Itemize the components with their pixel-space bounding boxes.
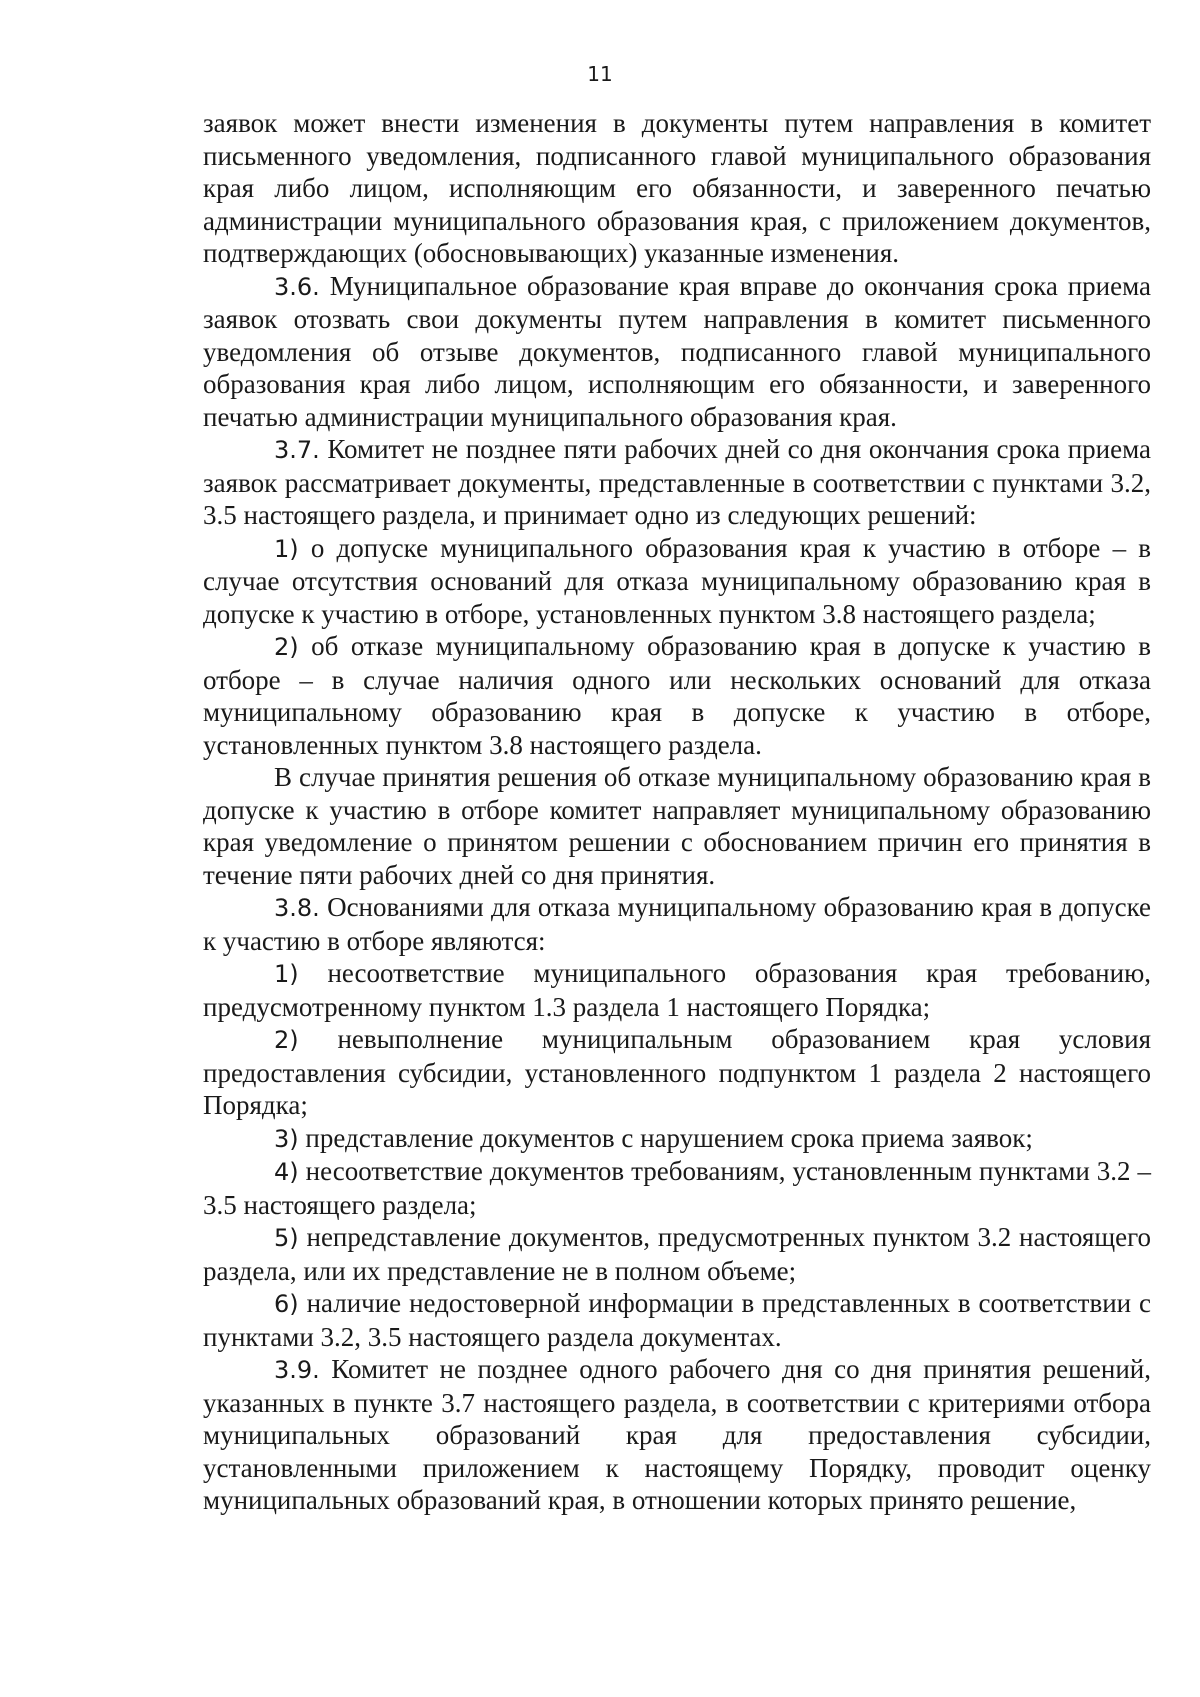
list-item-3-8-2 — [203, 1023, 1151, 1122]
paragraph-text: Основаниями для отказа муниципальному образованию края в допуске к участию в отборе являются: — [203, 892, 1151, 956]
paragraph-text: Комитет не позднее одного рабочего дня со дня принятия решений, указанных в пункте 3.7 настоящего раздела, в соответствии с критериями отбора муниципальных образований края для предоставления субсидии, установленными приложением к настоящему Порядку, проводит оценку муниципальных образований края, в отношении которых принято решение, — [203, 1354, 1152, 1515]
list-item-3-7-2 — [203, 630, 1151, 761]
list-item-3-8-4 — [203, 1155, 1151, 1221]
item-number: 6) — [274, 1290, 299, 1318]
list-item-3-8-6 — [203, 1287, 1151, 1353]
clause-number: 3.6. — [274, 272, 320, 301]
item-number: 2) — [274, 1026, 299, 1054]
paragraph-text: наличие недостоверной информации в представленных в соответствии с пунктами 3.2, 3.5 настоящего раздела документах. — [203, 1288, 1151, 1352]
list-item-3-8-5 — [203, 1221, 1151, 1287]
paragraph-text: заявок может внести изменения в документы путем направления в комитет письменного уведомления, подписанного главой муниципального образования края либо лицом, исполняющим его обязанности, и заверенного печатью администрации муниципального образования края, с приложением документов, подтверждающих (обосновывающих) указанные изменения. — [203, 108, 1151, 268]
paragraph-text: невыполнение муниципальным образованием края условия предоставления субсидии, установленного подпунктом 1 раздела 2 настоящего Порядка; — [203, 1024, 1152, 1120]
clause-number: 3.8. — [274, 894, 320, 922]
paragraph-text: В случае принятия решения об отказе муниципальному образованию края в допуске к участию в отборе комитет направляет муниципальному образованию края уведомление о принятом решении с обоснованием причин его принятия в течение пяти рабочих дней со дня принятия. — [203, 762, 1151, 890]
paragraph-refusal-notice — [203, 761, 1151, 891]
paragraph-3-9 — [203, 1353, 1151, 1517]
paragraph-3-8 — [203, 891, 1151, 957]
paragraph-3-7 — [203, 433, 1151, 532]
list-item-3-7-1 — [203, 532, 1151, 631]
paragraph-text: о допуске муниципального образования края к участию в отборе – в случае отсутствия оснований для отказа муниципальному образованию края в допуске к участию в отборе, установленных пунктом 3.8 настоящего раздела; — [203, 532, 1151, 629]
paragraph-text: Муниципальное образование края вправе до окончания срока приема заявок отозвать свои документы путем направления в комитет письменного уведомления об отзыве документов, подписанного главой муниципального образования края либо лицом, исполняющим его обязанности, и заверенного печатью администрации муниципального образования края. — [203, 270, 1152, 432]
list-item-3-8-1 — [203, 957, 1151, 1023]
paragraph-text: представление документов с нарушением срока приема заявок; — [305, 1122, 1033, 1153]
clause-number: 3.7. — [274, 436, 320, 464]
paragraph-text: непредставление документов, предусмотренных пунктом 3.2 настоящего раздела, или их представление не в полном объеме; — [203, 1222, 1151, 1286]
paragraph-text: об отказе муниципальному образованию края в допуске к участию в отборе – в случае наличия одного или нескольких оснований для отказа муниципальному образованию края в допуске к участию в отборе, установленных пунктом 3.8 настоящего раздела. — [203, 631, 1152, 760]
paragraph-text: несоответствие муниципального образования края требованию, предусмотренному пунктом 1.3 раздела 1 настоящего Порядка; — [203, 958, 1151, 1022]
paragraph-continuation — [203, 107, 1151, 270]
item-number: 3) — [274, 1124, 299, 1153]
item-number: 1) — [274, 960, 299, 988]
paragraph-3-6 — [203, 270, 1151, 434]
paragraph-text: Комитет не позднее пяти рабочих дней со дня окончания срока приема заявок рассматривает документы, представленные в соответствии с пунктами 3.2, 3.5 настоящего раздела, и принимает одно из следующих решений: — [203, 434, 1151, 530]
item-number: 1) — [274, 534, 299, 563]
item-number: 4) — [274, 1158, 299, 1186]
paragraph-text: несоответствие документов требованиям, установленным пунктами 3.2 – 3.5 настоящего раздела; — [203, 1156, 1151, 1220]
clause-number: 3.9. — [274, 1356, 320, 1384]
item-number: 5) — [274, 1224, 299, 1252]
item-number: 2) — [274, 633, 299, 661]
list-item-3-8-3 — [203, 1122, 1151, 1156]
document-body — [203, 107, 1151, 1517]
page-number: 11 — [587, 62, 613, 86]
